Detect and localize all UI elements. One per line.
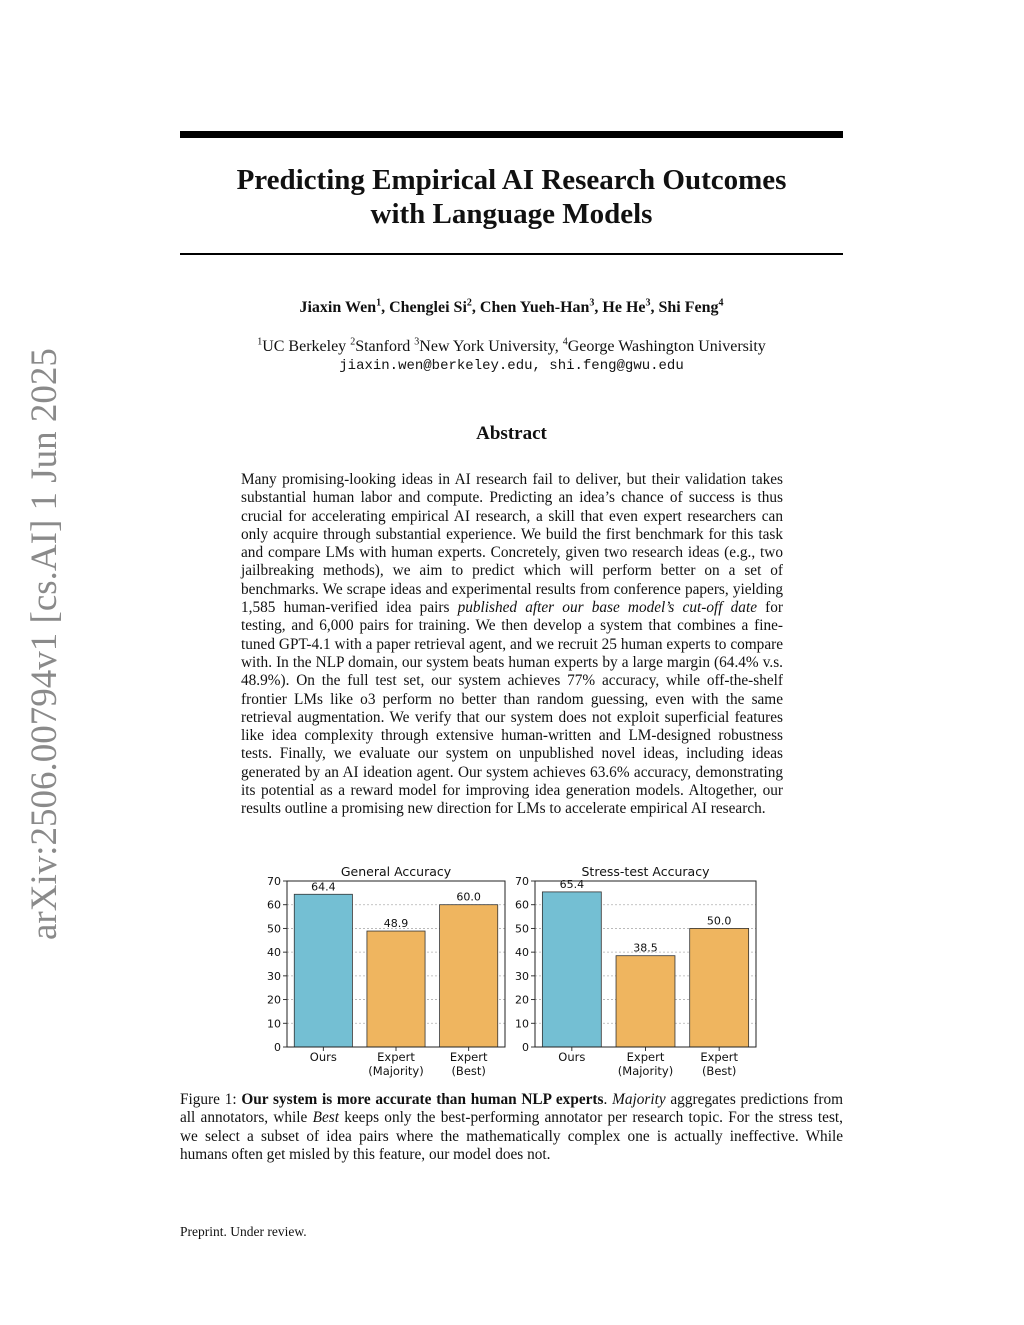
caption-text: keeps only the best-performing annotator per research topic. For the stress test, we select a subset of idea pairs where the mathematically complex one is actually ineffective. While humans often get misled by this feature, our model does not. xyxy=(180,1109,843,1164)
bar-value-label: 60.0 xyxy=(456,890,481,904)
y-tick-label: 30 xyxy=(267,969,281,983)
author-affiliation-mark: 4 xyxy=(718,297,724,309)
bar-value-label: 64.4 xyxy=(311,880,336,894)
x-tick-label: (Majority) xyxy=(368,1064,424,1078)
y-tick-label: 10 xyxy=(267,1017,281,1031)
bar-expert xyxy=(616,956,675,1047)
x-tick-label: (Best) xyxy=(451,1064,486,1078)
caption-text: aggregates predictions from all annotators, while xyxy=(180,1091,844,1127)
bar-expert xyxy=(440,905,498,1047)
author-name: Shi Feng xyxy=(658,299,719,316)
affiliations xyxy=(180,338,843,356)
caption-label: Figure 1: xyxy=(180,1091,242,1108)
author-name: Jiaxin Wen xyxy=(299,299,377,316)
author-affiliation-mark: 1 xyxy=(376,297,382,309)
x-tick-label: (Majority) xyxy=(617,1064,674,1078)
abstract-text: for testing, and 6,000 pairs for training. We then develop a system that combines a fine-tuned GPT-4.1 with a paper retrieval agent, and we recruit 25 human experts to compare with. In the NLP domain, our system beats human experts by a large margin (64.4% v.s. 48.9%). On the full test set, our system achieves 77% accuracy, while off-the-shelf frontier LMs like o3 perform no better than random guessing, even with the same retrieval augmentation. We verify that our system does not exploit superficial features like idea complexity through extensive human-written and LM-designed robustness tests. Finally, we evaluate our system on unpublished novel ideas, including ideas generated by an AI ideation agent. Our system achieves 63.6% accuracy, demonstrating its potential as a reward model for improving idea generation models. Altogether, our results outline a promising new direction for LMs to accelerate empirical AI research. xyxy=(241,599,783,818)
x-tick-label: Expert xyxy=(449,1050,488,1064)
y-tick-label: 70 xyxy=(515,875,529,888)
author-name: Chenglei Si xyxy=(389,299,467,316)
affiliation-mark: 3 xyxy=(414,336,420,348)
y-tick-label: 40 xyxy=(515,946,529,960)
caption-emphasis-best: Best xyxy=(312,1109,339,1127)
caption-text: . xyxy=(603,1091,613,1108)
y-tick-label: 10 xyxy=(515,1017,529,1031)
y-tick-label: 60 xyxy=(267,898,281,912)
y-tick-label: 50 xyxy=(515,922,529,936)
y-tick-label: 20 xyxy=(267,993,281,1007)
abstract-body xyxy=(241,471,783,819)
x-tick-label: Expert xyxy=(377,1050,415,1064)
abstract-text: Many promising-looking ideas in AI research fail to deliver, but their validation takes substantial human labor and compute. Predicting an idea’s chance of success is thus crucial for accelerating empirical AI research, a skill that even expert researchers can only acquire through substantial experience. We build the first benchmark for this task and compare LMs with human experts. Concretely, given two research ideas (e.g., two jailbreaking methods), we aim to predict which will perform better on a set of benchmarks. We scrape ideas and experimental results from conference papers, yielding 1,585 human-verified idea pairs xyxy=(241,471,783,617)
affiliation-name: Stanford xyxy=(355,338,411,355)
x-tick-label: Ours xyxy=(309,1050,337,1064)
y-tick-label: 50 xyxy=(267,922,281,936)
affiliation-mark: 2 xyxy=(350,336,356,348)
y-tick-label: 40 xyxy=(267,946,281,960)
y-tick-label: 30 xyxy=(515,969,529,983)
author-affiliation-mark: 3 xyxy=(645,297,651,309)
bar-expert xyxy=(690,928,749,1047)
x-tick-label: Expert xyxy=(700,1050,739,1064)
affiliation-name: UC Berkeley xyxy=(262,338,347,355)
x-tick-label: Expert xyxy=(626,1050,665,1064)
y-tick-label: 70 xyxy=(267,875,281,888)
chart-title: Stress-test Accuracy xyxy=(581,864,710,879)
bar-value-label: 48.9 xyxy=(383,917,409,931)
author-affiliation-mark: 3 xyxy=(589,297,595,309)
bar-value-label: 38.5 xyxy=(633,941,658,955)
abstract-heading: Abstract xyxy=(476,423,547,444)
title-line-2: with Language Models xyxy=(370,198,653,230)
affiliation-mark: 1 xyxy=(257,336,263,348)
chart-panel-2 xyxy=(515,864,756,1078)
x-tick-label: (Best) xyxy=(701,1064,737,1078)
x-tick-label: Ours xyxy=(558,1050,586,1064)
abstract-emphasis: published after our base model’s cut-off date xyxy=(457,599,757,617)
bar-value-label: 50.0 xyxy=(706,914,732,928)
author-name: Chen Yueh-Han xyxy=(479,299,590,316)
chart-panel-1 xyxy=(267,864,505,1078)
caption-bold: Our system is more accurate than human NLP experts xyxy=(241,1091,604,1108)
author-affiliation-mark: 2 xyxy=(466,297,472,309)
figure-caption xyxy=(180,1091,843,1165)
arxiv-identifier-stamp: arXiv:2506.00794v1 [cs.AI] 1 Jun 2025 xyxy=(24,348,65,940)
bar-ours xyxy=(294,894,352,1047)
chart-title: General Accuracy xyxy=(340,864,452,879)
affiliation-name: George Washington University xyxy=(567,338,766,355)
bar-ours xyxy=(542,892,601,1047)
title-line-1: Predicting Empirical AI Research Outcomes xyxy=(236,164,787,196)
paper-title xyxy=(180,163,843,231)
title-top-rule xyxy=(180,131,843,138)
y-tick-label: 0 xyxy=(522,1041,529,1054)
y-tick-label: 60 xyxy=(515,898,529,912)
figure-1-bar-charts xyxy=(250,858,770,1083)
bar-value-label: 65.4 xyxy=(559,877,585,891)
bar-expert xyxy=(367,931,425,1047)
y-tick-label: 20 xyxy=(515,993,529,1007)
footer-note: Preprint. Under review. xyxy=(180,1224,307,1239)
title-bottom-rule xyxy=(180,253,843,255)
affiliation-mark: 4 xyxy=(562,336,568,348)
author-name: He He xyxy=(602,299,646,316)
affiliation-name: New York University, xyxy=(419,338,559,355)
author-emails: jiaxin.wen@berkeley.edu, shi.feng@gwu.edu xyxy=(339,358,684,374)
y-tick-label: 0 xyxy=(274,1041,281,1054)
caption-emphasis-majority: Majority xyxy=(612,1091,666,1108)
author-list: Jiaxin Wen$^1$, Chenglei Si$^2$, Chen Yueh-Han$^3$, He He$^3$, Shi Feng$^4$ xyxy=(299,297,724,316)
